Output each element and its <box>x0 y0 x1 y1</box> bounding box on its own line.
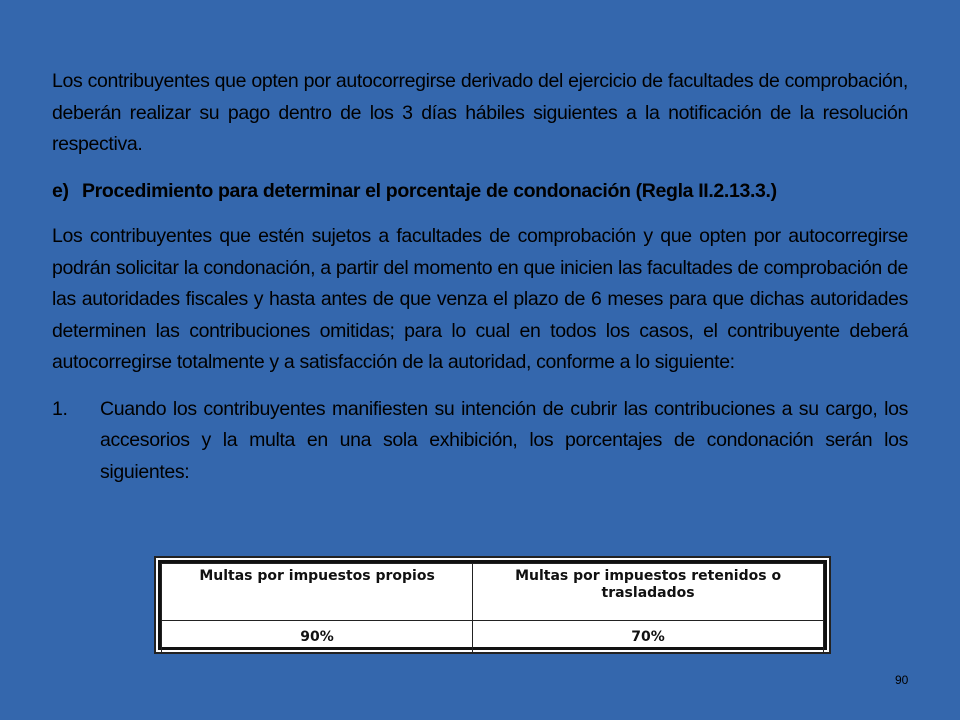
paragraph-autocorrection-payment: Los contribuyentes que opten por autocorregirse derivado del ejercicio de facultades de comprobación, deberán realizar su pago dentro de los 3 días hábiles siguientes a la notificación de la resolución respectiva. <box>52 70 908 155</box>
table-header-withheld-taxes: Multas por impuestos retenidos o trasladados <box>473 564 824 621</box>
page-number: 90 <box>895 673 909 687</box>
list-item-text: Cuando los contribuyentes manifiesten su intención de cubrir las contribuciones a su cargo, los accesorios y la multa en una sola exhibición, los porcentajes de condonación serán los siguientes: <box>100 397 908 483</box>
table-cell-own-taxes-rate: 90% <box>162 621 473 654</box>
table-header-row <box>162 564 824 621</box>
rates-table-grid <box>161 563 824 654</box>
condonation-rates-table <box>158 560 827 650</box>
list-item-number: 1. <box>52 397 68 420</box>
section-heading-prefix: e) <box>52 179 69 202</box>
list-item <box>52 394 908 489</box>
slide-content <box>52 66 908 488</box>
paragraph-condonation-procedure: Los contribuyentes que estén sujetos a facultades de comprobación y que opten por autocorregirse podrán solicitar la condonación, a partir del momento en que inicien las facultades de comprobación de las autoridades fiscales y hasta antes de que venza el plazo de 6 meses para que dichas autoridades determinen las contribuciones omitidas; para lo cual en todos los casos, el contribuyente deberá autocorregirse totalmente y a satisfacción de la autoridad, conforme a lo siguiente: <box>52 225 908 373</box>
table-cell-withheld-taxes-rate: 70% <box>473 621 824 654</box>
section-heading <box>52 176 908 208</box>
section-heading-text: Procedimiento para determinar el porcentaje de condonación (Regla II.2.13.3.) <box>82 179 777 202</box>
table-header-own-taxes: Multas por impuestos propios <box>162 564 473 621</box>
table-row <box>162 621 824 654</box>
